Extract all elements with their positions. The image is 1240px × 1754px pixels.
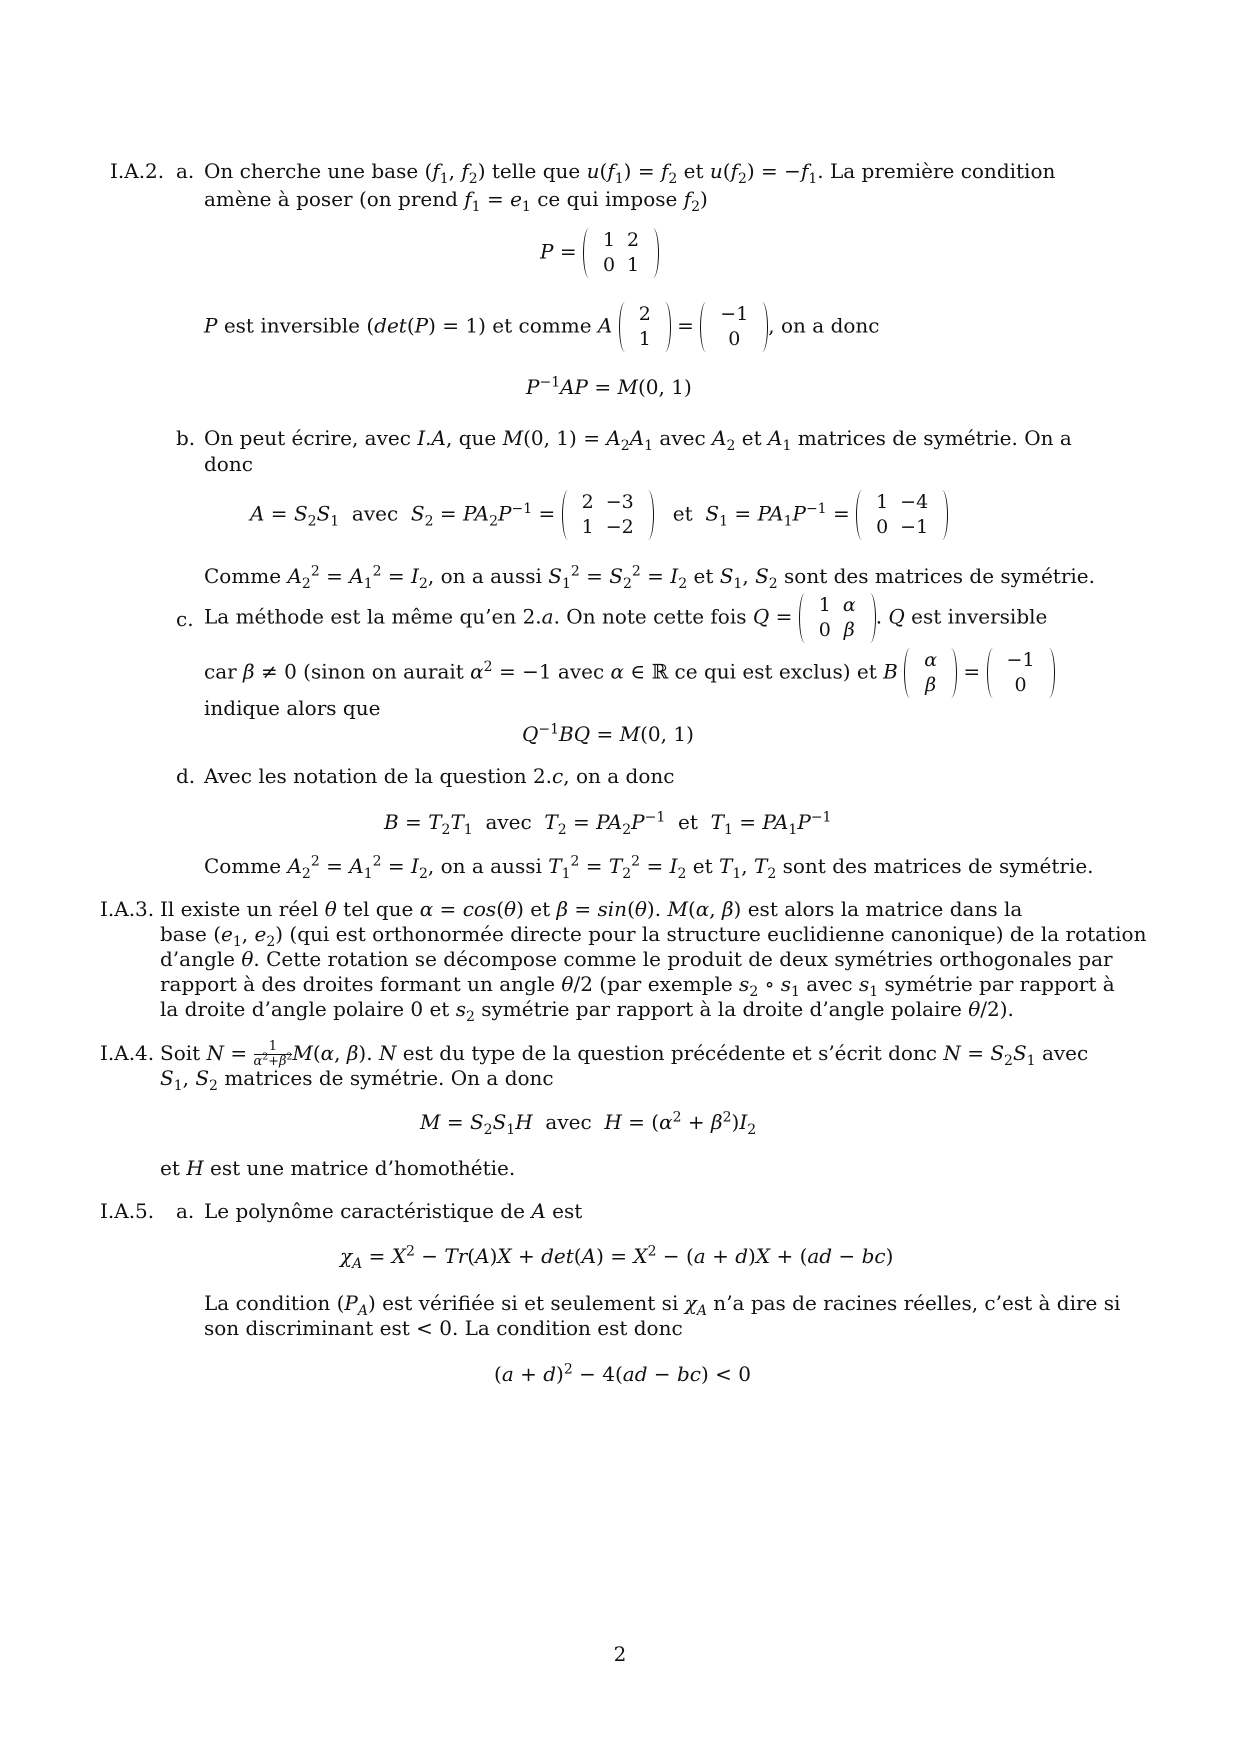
vector-2-1: 2 1: [619, 302, 671, 352]
equation-T2T1: $B = T_2T_1$ avec $T_2 = PA_2P^{-1}$ et $T_1 = PA_1P^{-1}$: [384, 809, 832, 838]
ia4-line-1: Soit N = $\frac{1}{\alpha^2+\beta^2}$ M(α, β). N est du type de la question précédente et s’écrit donc $N = S_2S_1$ avec: [160, 1039, 1089, 1069]
vector-minus1-0-b: −1 0: [987, 648, 1055, 698]
section-label-ia4: I.A.4.: [100, 1041, 155, 1065]
equation-chi-A: $\chi_A = X^2 - Tr(A)X + \det(A) = X^2 - (a + d)X + (ad - bc)$: [340, 1243, 894, 1272]
item-marker-a-ia5: a.: [176, 1199, 195, 1223]
ia2c-line-2: car β ≠ 0 (sinon on aurait $\alpha^2 = -1$ avec α ∈ ℝ ce qui est exclus) et B α β = −1 0: [204, 648, 1055, 698]
ia2b-line-2: donc: [204, 452, 253, 476]
ia2a-line-3: P est inversible (det(P) = 1) et comme A 2 1 = −1 0 , on a donc: [204, 303, 880, 350]
ia5-line-1: Le polynôme caractéristique de A est: [204, 1199, 583, 1223]
item-marker-c: c.: [176, 607, 194, 631]
section-label-ia3: I.A.3.: [100, 897, 155, 921]
equation-S2S1: $A = S_2S_1$ avec $S_2 = PA_2P^{-1}$ = 2 −3 1 −2 et $S_1 = PA_1P^{-1}$ = 1 −4 0 −1: [250, 490, 948, 540]
equation-PAP: $P^{-1}AP = M(0$, 1): [526, 374, 692, 399]
ia2b-line-1: On peut écrire, avec I.A, que M(0, $1) = A_2A_1$ avec $A_2$ et $A_1$ matrices de symétrie. On a: [204, 426, 1072, 454]
matrix-S1: 1 −4 0 −1: [856, 490, 948, 540]
ia3-line-3: d’angle θ. Cette rotation se décompose comme le produit de deux symétries orthogonales par: [160, 947, 1113, 971]
ia2b-line-3: Comme $A_2^2 = A_1^2 = I_2$, on a aussi $S_1^2 = S_2^2 = I_2$ et $S_1$, $S_2$ sont des matrices de symétrie.: [204, 563, 1095, 592]
equation-M-S2S1H: $M = S_2S_1H$ avec $H = (\alpha^2 + \beta^2)I_2$: [420, 1109, 757, 1138]
equation-discriminant: $(a + d)^2 - 4(ad - bc) < 0$: [494, 1361, 752, 1386]
fraction-1-over-alpha2-beta2: $\frac{1}{\alpha^2+\beta^2}$: [253, 1039, 293, 1069]
ia5-line-2: La condition $(P_A)$ est vérifiée si et seulement si $\chi_A$ n’a pas de racines réelles, c’est à dire si: [204, 1291, 1121, 1319]
item-marker-b: b.: [176, 426, 196, 450]
matrix-S2: 2 −3 1 −2: [562, 490, 654, 540]
section-label-ia5: I.A.5.: [100, 1199, 155, 1223]
ia2d-line-2: Comme $A_2^2 = A_1^2 = I_2$, on a aussi $T_1^2 = T_2^2 = I_2$ et $T_1$, $T_2$ sont des matrices de symétrie.: [204, 853, 1094, 882]
vector-minus1-0: −1 0: [700, 302, 768, 352]
matrix-P: 1 2 0 1: [583, 228, 659, 278]
ia2a-line-1: On cherche une base ($f_1$, $f_2$) telle que $u(f_1) = f_2$ et $u(f_2) = -f_1$. La première condition: [204, 159, 1056, 187]
item-marker-d: d.: [176, 764, 196, 788]
ia4-line-2: $S_1$, $S_2$ matrices de symétrie. On a donc: [160, 1066, 554, 1094]
ia2a-line-2: amène à poser (on prend $f_1 = e_1$ ce qui impose $f_2$): [204, 187, 708, 215]
ia5-line-3: son discriminant est < 0. La condition est donc: [204, 1316, 683, 1340]
ia4-line-3: et H est une matrice d’homothétie.: [160, 1156, 516, 1180]
page-number: 2: [613, 1642, 627, 1666]
ia2d-line-1: Avec les notation de la question 2.c, on a donc: [204, 764, 675, 788]
vector-alpha-beta: α β: [904, 648, 957, 698]
ia3-line-4: rapport à des droites formant un angle θ/2 (par exemple $s_2$ ∘ $s_1$ avec $s_1$ symétrie par rapport à: [160, 972, 1115, 1000]
matrix-Q: 1 α 0 β: [799, 593, 876, 643]
section-label-ia2: I.A.2.: [110, 159, 165, 183]
ia3-line-5: la droite d’angle polaire 0 et $s_2$ symétrie par rapport à la droite d’angle polaire θ/2).: [160, 997, 1014, 1025]
ia2c-line-1: La méthode est la même qu’en 2.a. On note cette fois Q = 1 α 0 β . Q est inversible: [204, 594, 1048, 641]
ia2c-line-3: indique alors que: [204, 696, 381, 720]
equation-P: P = 1 2 0 1: [540, 228, 659, 278]
equation-QBQ: $Q^{-1}BQ = M(0$, 1): [522, 721, 694, 746]
ia3-line-2: base ($e_1$, $e_2$) (qui est orthonormée directe pour la structure euclidienne canonique) de la rotation: [160, 922, 1147, 950]
ia3-line-1: Il existe un réel θ tel que α = cos(θ) et β = sin(θ). M(α, β) est alors la matrice dans la: [160, 897, 1023, 921]
item-marker-a: a.: [176, 159, 195, 183]
